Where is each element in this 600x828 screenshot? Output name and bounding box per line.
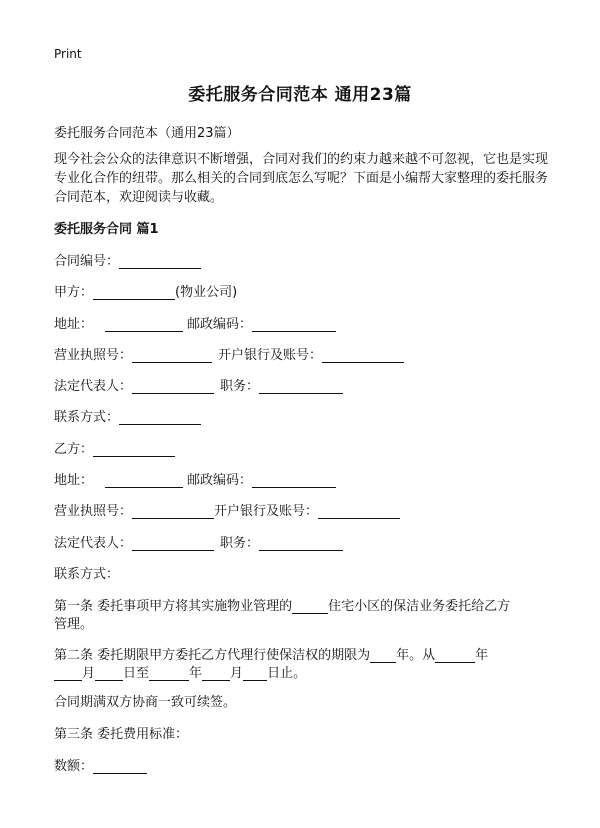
- position-b-label: 职务：: [220, 536, 260, 551]
- license-b-label: 营业执照号：: [54, 504, 133, 519]
- legal-rep-blank: [132, 380, 214, 394]
- end-year-blank: [149, 667, 189, 681]
- renewal-line: 合同期满双方协商一致可续签。: [54, 695, 237, 710]
- end-month-blank: [202, 667, 230, 681]
- postal-label: 邮政编码：: [187, 317, 253, 332]
- print-label[interactable]: Print: [54, 47, 82, 61]
- license-b-row: [54, 500, 400, 519]
- position-b-blank: [259, 537, 343, 551]
- end-year-label: 年: [189, 666, 203, 681]
- page-title: 委托服务合同范本 通用23篇: [188, 85, 412, 105]
- address-b-blank: [105, 474, 183, 488]
- amount-blank: [93, 760, 147, 774]
- day-to-label: 日至: [123, 666, 150, 681]
- license-label: 营业执照号：: [54, 348, 133, 363]
- address-label: 地址：: [54, 317, 94, 332]
- article1-blank: [292, 600, 328, 614]
- contract-no-blank: [119, 255, 201, 269]
- contact-blank: [119, 411, 201, 425]
- contract-no-row: [54, 250, 201, 269]
- article2-year-from: 年。从: [396, 648, 436, 663]
- article2-year-label: 年: [475, 648, 489, 663]
- party-a-label: 甲方：: [54, 285, 94, 300]
- contact-row: [54, 406, 201, 425]
- start-month-blank: [54, 667, 82, 681]
- article2-text-a: 第二条 委托期限甲方委托乙方代理行使保洁权的期限为: [54, 648, 371, 663]
- article2-start-year-blank: [435, 649, 475, 663]
- legal-rep-b-blank: [132, 537, 214, 551]
- subtitle: 委托服务合同范本（通用23篇）: [54, 126, 240, 141]
- address-row: [54, 313, 336, 332]
- article1-line2: 管理。: [54, 617, 94, 632]
- party-b-blank: [93, 443, 175, 457]
- end-day-blank: [243, 667, 267, 681]
- legal-rep-label: 法定代表人：: [54, 379, 133, 394]
- party-b-row: [54, 438, 175, 457]
- article3-line: 第三条 委托费用标准：: [54, 727, 189, 742]
- end-month-label: 月: [230, 666, 244, 681]
- bank-blank: [322, 349, 404, 363]
- license-b-blank: [132, 505, 214, 519]
- article1-text-b: 住宅小区的保洁业务委托给乙方: [328, 599, 511, 614]
- contract-no-label: 合同编号：: [54, 254, 120, 269]
- section-heading: 委托服务合同 篇1: [54, 222, 159, 237]
- intro-paragraph: 现今社会公众的法律意识不断增强，合同对我们的约束力越来越不可忽视，它也是实现专业化合作的纽带。那么相关的合同到底怎么写呢？下面是小编帮大家整理的委托服务合同范本，欢迎阅读与收藏。: [54, 152, 549, 205]
- bank-label: 开户银行及账号：: [218, 348, 323, 363]
- address-blank: [105, 318, 183, 332]
- party-a-row: [54, 281, 237, 300]
- contact-b-row: [54, 563, 119, 582]
- article1-text-a: 第一条 委托事项甲方将其实施物业管理的: [54, 599, 293, 614]
- party-b-label: 乙方：: [54, 442, 94, 457]
- position-label: 职务：: [220, 379, 260, 394]
- day-end-label: 日止。: [267, 666, 307, 681]
- article1-line1: [54, 595, 510, 614]
- party-a-note: (物业公司): [175, 285, 238, 300]
- start-month-label: 月: [82, 666, 96, 681]
- bank-b-label: 开户银行及账号：: [214, 504, 319, 519]
- postal-blank: [252, 318, 336, 332]
- bank-b-blank: [318, 505, 400, 519]
- legal-rep-row: [54, 375, 343, 394]
- address-b-row: [54, 469, 336, 488]
- position-blank: [259, 380, 343, 394]
- party-a-blank: [93, 286, 175, 300]
- article2-years-blank: [370, 649, 396, 663]
- start-day-blank: [95, 667, 123, 681]
- license-row: [54, 344, 404, 363]
- article2-line1: [54, 644, 488, 663]
- article2-line2: [54, 662, 306, 681]
- contact-label: 联系方式：: [54, 410, 120, 425]
- postal-b-blank: [252, 474, 336, 488]
- contact-b-label: 联系方式：: [54, 567, 120, 582]
- license-blank: [132, 349, 212, 363]
- legal-rep-b-row: [54, 532, 343, 551]
- address-b-label: 地址：: [54, 473, 94, 488]
- legal-rep-b-label: 法定代表人：: [54, 536, 133, 551]
- amount-label: 数额：: [54, 759, 94, 774]
- amount-row: [54, 755, 147, 774]
- postal-b-label: 邮政编码：: [187, 473, 253, 488]
